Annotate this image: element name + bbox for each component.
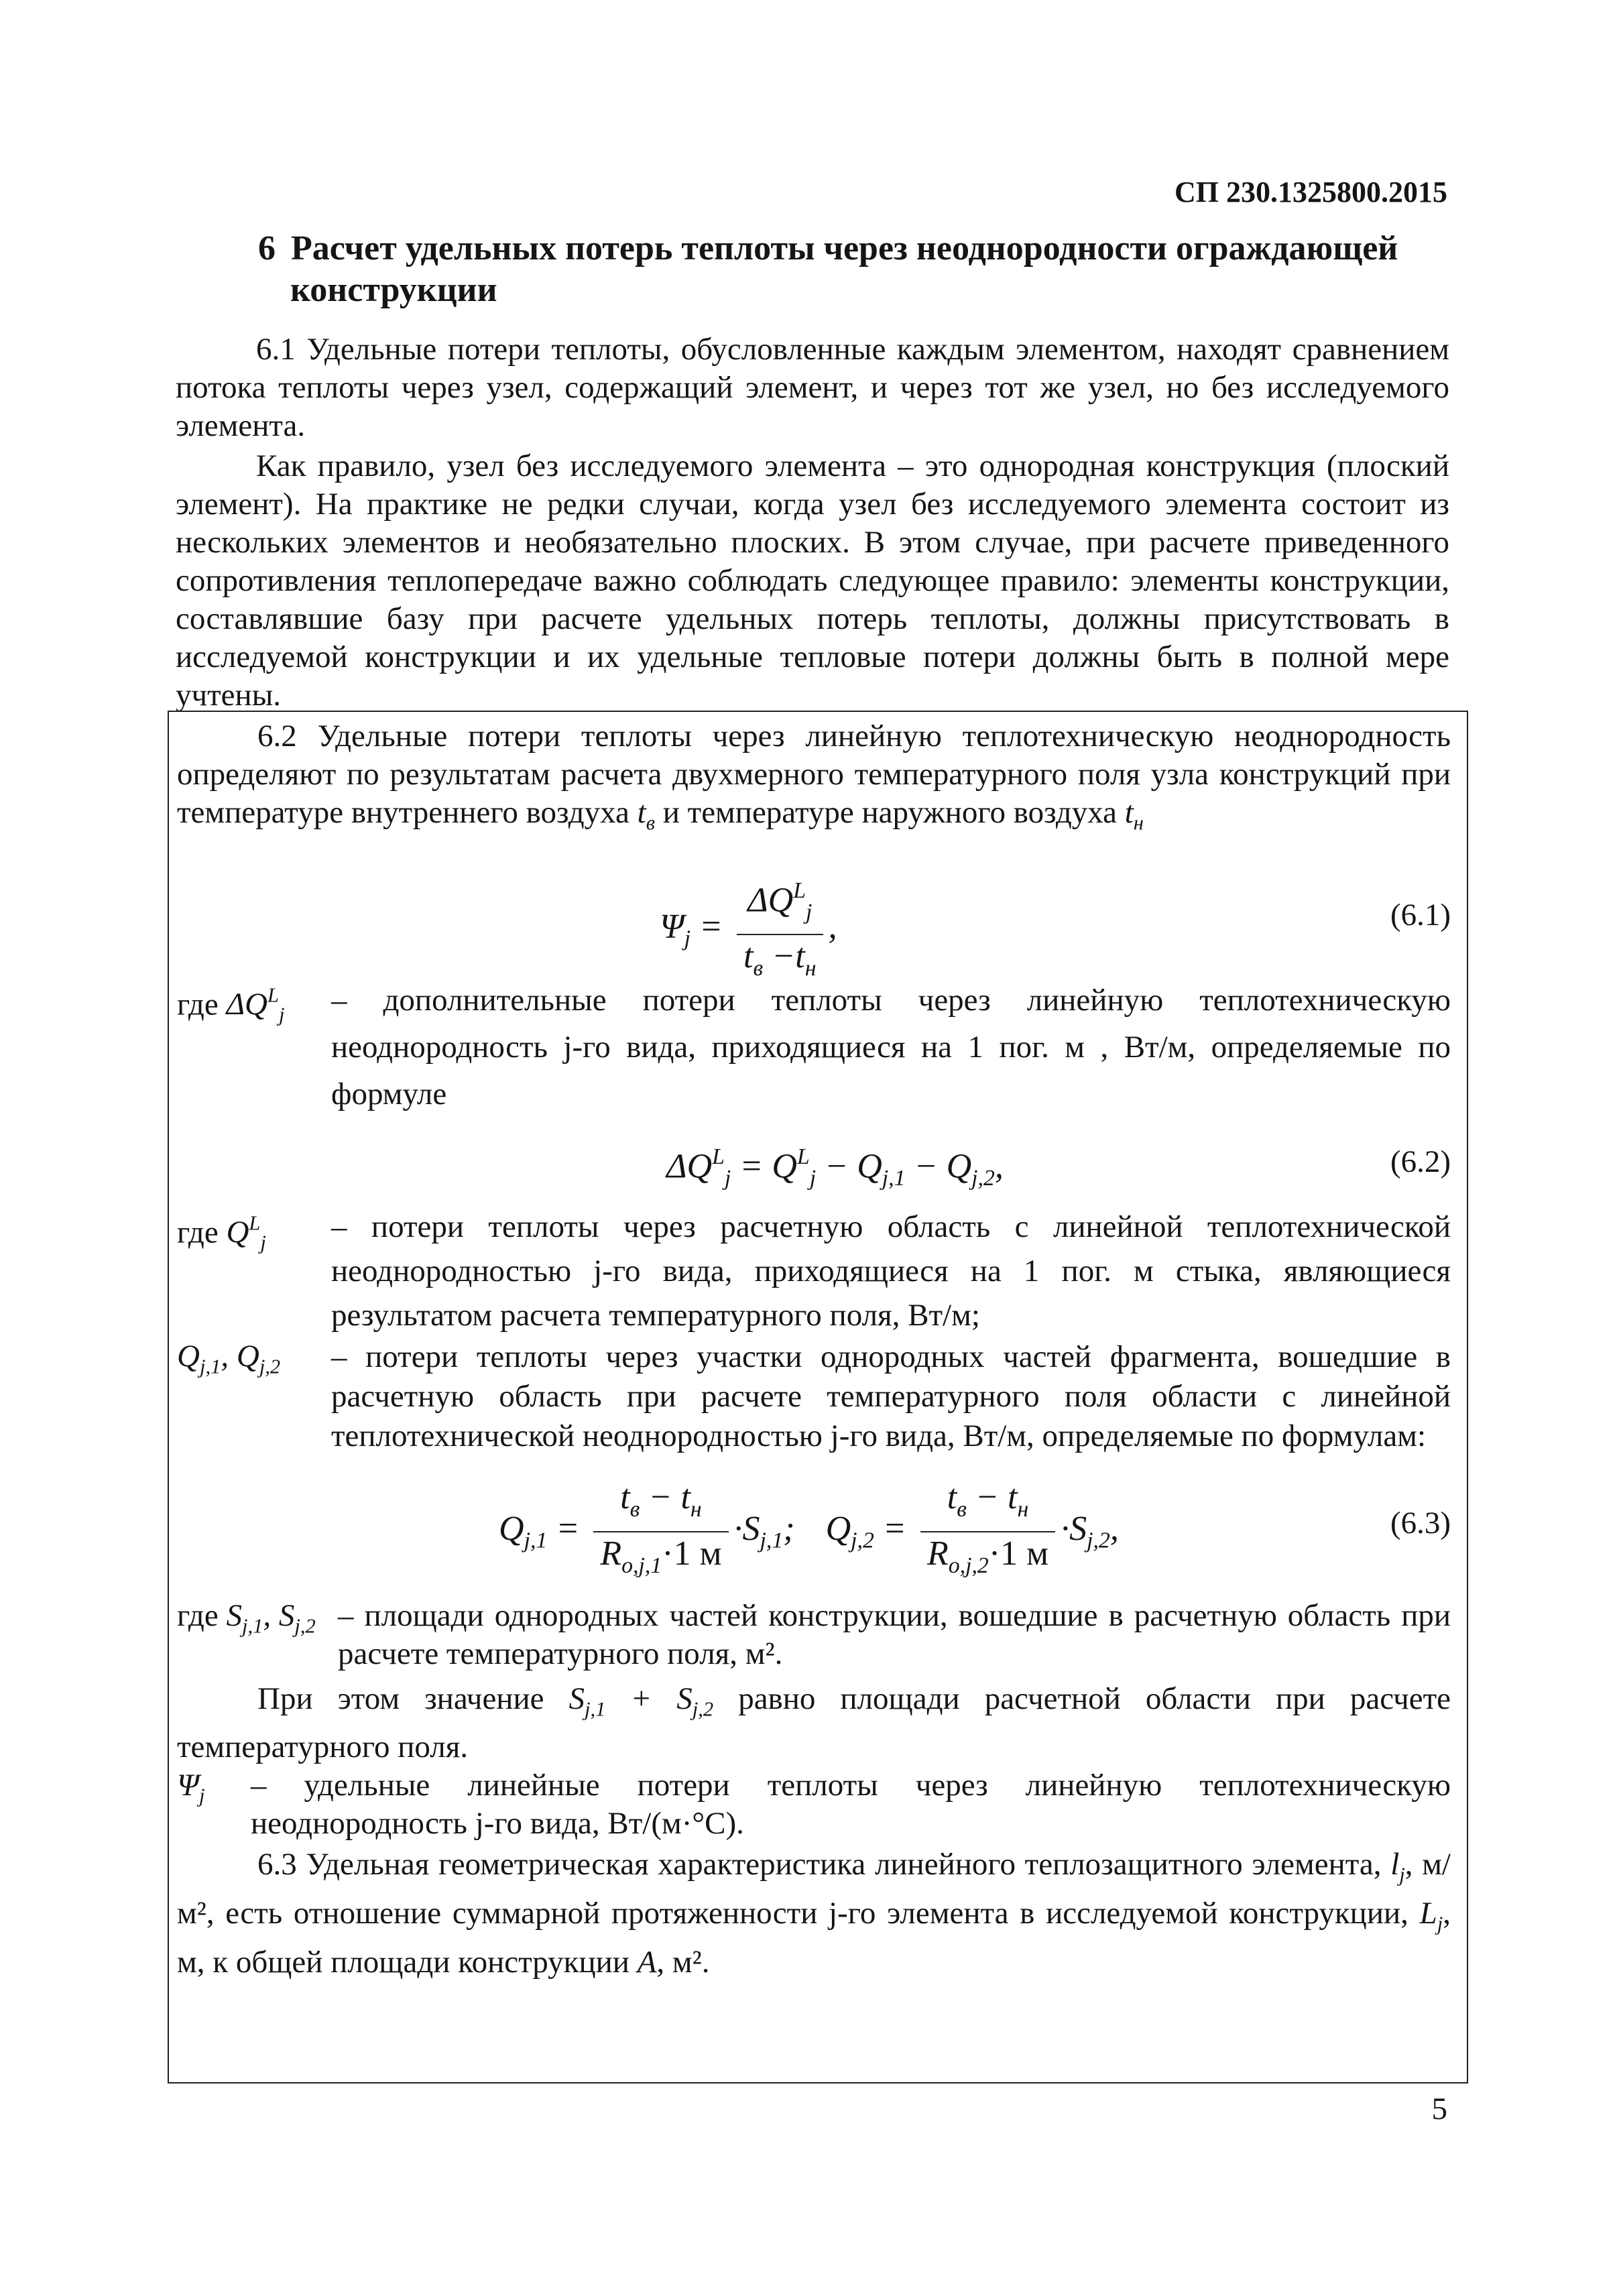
sub-v: в bbox=[753, 955, 764, 981]
sup-l: L bbox=[796, 1144, 810, 1169]
sub-j2: j,2 bbox=[851, 1528, 874, 1553]
formula-6-2-number: (6.2) bbox=[1390, 1144, 1451, 1179]
one-meter: ·1 м bbox=[988, 1534, 1049, 1573]
p63-text-b: , м/м², есть отношение суммарной протяженности j-го элемента в исследуемой конструкции, bbox=[177, 1847, 1451, 1931]
delta-q: ΔQ bbox=[226, 987, 267, 1022]
sub-j1: j,1 bbox=[241, 1614, 263, 1638]
definition-s-parts-text: – площади однородных частей конструкции, вошедшие в расчетную область при расчете температурного поля, м². bbox=[338, 1597, 1451, 1671]
sub-oj1: o,j,1 bbox=[621, 1553, 662, 1578]
minus-sign: − bbox=[975, 1477, 1000, 1516]
fraction bbox=[737, 869, 823, 990]
q-letter: Q bbox=[226, 1215, 249, 1250]
sup-l: L bbox=[793, 878, 806, 903]
numerator bbox=[920, 1476, 1055, 1532]
sub-j2: j,2 bbox=[294, 1614, 316, 1638]
q-letter: Q bbox=[499, 1509, 524, 1548]
minus-sign: − bbox=[914, 1146, 938, 1185]
q-letter: Q bbox=[177, 1338, 200, 1374]
highlighted-amendment-box bbox=[168, 711, 1468, 2083]
q-letter: Q bbox=[825, 1509, 851, 1548]
sub-j2: j,2 bbox=[971, 1165, 995, 1191]
page-number: 5 bbox=[1431, 2092, 1447, 2126]
t-letter: t bbox=[1124, 795, 1134, 830]
definition-s-parts bbox=[177, 1597, 1451, 1673]
paragraph-6-2-text-a: 6.2 Удельные потери теплоты через линейную теплотехническую неоднородность определяют по результатам расчета двухмерного температурного поля узла конструкций при температуре внутреннего воздуха bbox=[177, 719, 1451, 830]
minus-sign: − bbox=[825, 1146, 849, 1185]
fraction-1 bbox=[593, 1476, 728, 1587]
formula-6-1 bbox=[177, 843, 1451, 981]
section-number: 6 bbox=[258, 229, 276, 267]
formula-6-3 bbox=[177, 1456, 1451, 1597]
section-title-line1: Расчет удельных потерь теплоты через неоднородности ограждающей bbox=[291, 229, 1398, 267]
sub-j2: j,2 bbox=[692, 1697, 714, 1721]
symbol-t-outer bbox=[1124, 795, 1144, 835]
numerator bbox=[593, 1476, 728, 1532]
box-content bbox=[177, 717, 1451, 1982]
paragraph-6-3 bbox=[177, 1846, 1451, 1981]
delta-q: ΔQ bbox=[747, 880, 794, 919]
sub-j: j bbox=[260, 1231, 266, 1254]
q-letter: Q bbox=[236, 1338, 259, 1374]
definition-delta-q-text: – дополнительные потери теплоты через линейную теплотехническую неоднородность j-го вида, приходящиеся на 1 пог. м , Вт/м, определяемые по формуле bbox=[331, 982, 1451, 1111]
where-word: где bbox=[177, 1215, 219, 1250]
sub-j1: j,1 bbox=[199, 1355, 221, 1378]
where-label bbox=[177, 977, 285, 1034]
paragraph-6-2 bbox=[177, 717, 1451, 843]
sub-j1: j,1 bbox=[882, 1165, 906, 1191]
q-letter: Q bbox=[772, 1146, 797, 1185]
definition-delta-q bbox=[177, 977, 1451, 1117]
a-letter: A bbox=[637, 1944, 657, 1980]
psi-symbol: Ψ bbox=[177, 1768, 200, 1803]
numerator bbox=[737, 869, 823, 935]
s-letter: S bbox=[742, 1509, 760, 1548]
equals-sign: = bbox=[556, 1509, 580, 1548]
sub-j: j bbox=[724, 1165, 731, 1191]
one-meter: ·1 м bbox=[662, 1534, 722, 1573]
sup-l: L bbox=[249, 1211, 261, 1235]
sub-j: j bbox=[1399, 1864, 1405, 1887]
where-label: где $S_{j,1}$, $S_{j,2}$ bbox=[177, 1597, 316, 1638]
sub-oj2: o,j,2 bbox=[948, 1553, 989, 1578]
sub-j1: j,1 bbox=[585, 1697, 606, 1721]
t-letter: t bbox=[743, 936, 754, 975]
s-letter: S bbox=[676, 1681, 693, 1716]
sup-l: L bbox=[267, 983, 279, 1007]
sub-n: н bbox=[1017, 1496, 1029, 1522]
equals-sign: = bbox=[882, 1509, 906, 1548]
sub-j1: j,1 bbox=[760, 1528, 784, 1553]
s-letter: S bbox=[226, 1597, 242, 1633]
formula-6-2 bbox=[177, 1117, 1451, 1205]
denominator bbox=[593, 1532, 728, 1587]
sub-j2: j,2 bbox=[259, 1355, 281, 1378]
definition-q-parts bbox=[177, 1337, 1451, 1456]
sub-n: н bbox=[804, 955, 817, 981]
l-capital-letter: L bbox=[1419, 1896, 1437, 1931]
sub-j: j bbox=[199, 1785, 205, 1808]
minus-sign: − bbox=[772, 936, 796, 975]
formula-6-1-number: (6.1) bbox=[1390, 897, 1451, 932]
psi-label bbox=[177, 1766, 205, 1815]
l-letter: l bbox=[1390, 1847, 1400, 1882]
note-text-b: равно площади расчетной области при расчете температурного поля. bbox=[177, 1681, 1451, 1765]
t-letter: t bbox=[947, 1477, 957, 1516]
paragraph-6-2-text-b: и температуре наружного воздуха bbox=[662, 795, 1117, 830]
p63-text-d: , м². bbox=[656, 1944, 710, 1980]
equals-sign: = bbox=[739, 1146, 764, 1185]
t-letter: t bbox=[795, 936, 805, 975]
formula-6-3-expression: $Q_{j,1}$ = $\frac{t_в - t_н}{R_{o,j,1}\cdot 1 м}$ $\cdot S_{j,1}$; $Q_{j,2}$ = $\frac{t_в - t_н}{R_{o,j,2}\cdot 1 м}$ $\cdot S_{j,2}$, bbox=[499, 1476, 1119, 1587]
section-heading bbox=[258, 228, 1458, 311]
formula-6-2-expression: $\Delta Q^L_j = Q^L_j - Q_{j,1} - Q_{j,2}$, bbox=[666, 1144, 1004, 1191]
sub-j2: j,2 bbox=[1087, 1528, 1110, 1553]
sub-n: н bbox=[690, 1496, 702, 1522]
r-letter: R bbox=[600, 1534, 622, 1573]
psi-symbol: Ψ bbox=[660, 907, 684, 946]
t-letter: t bbox=[620, 1477, 630, 1516]
definition-q-parts-text: – потери теплоты через участки однородных частей фрагмента, вошедшие в расчетную область при расчете температурного поля области с линейной теплотехнической неоднородностью j-го вида, Вт/м, определяемые по формулам: bbox=[331, 1339, 1451, 1453]
sub-v: в bbox=[957, 1496, 967, 1522]
denominator bbox=[920, 1532, 1055, 1587]
section-title-line2: конструкции bbox=[290, 271, 497, 309]
t-sub-inner: в bbox=[646, 811, 655, 835]
sub-j: j bbox=[1437, 1912, 1443, 1935]
where-label bbox=[177, 1205, 266, 1262]
s-letter: S bbox=[278, 1597, 295, 1633]
where-word: где bbox=[177, 1597, 219, 1633]
s-letter: S bbox=[568, 1681, 585, 1716]
definition-q-l-text: – потери теплоты через расчетную область с линейной теплотехнической неоднородностью j-го вида, приходящиеся на 1 пог. м стыка, являющиеся результатом расчета температурного поля, Вт/м; bbox=[331, 1209, 1451, 1333]
t-letter: t bbox=[1008, 1477, 1018, 1516]
symbol-t-inner bbox=[637, 795, 655, 835]
dot: · bbox=[1061, 1509, 1070, 1548]
document-code: СП 230.1325800.2015 bbox=[1175, 176, 1447, 208]
sub-v: в bbox=[629, 1496, 640, 1522]
sub-j: j bbox=[809, 1165, 817, 1191]
dot: · bbox=[733, 1509, 743, 1548]
paragraph-6-1: 6.1 Удельные потери теплоты, обусловленные каждым элементом, находят сравнением потока теплоты через узел, содержащий элемент, и через тот же узел, но без исследуемого элемента. bbox=[176, 332, 1449, 443]
q-letter: Q bbox=[857, 1146, 882, 1185]
sup-l: L bbox=[712, 1144, 725, 1169]
formula-6-3-number: (6.3) bbox=[1390, 1505, 1451, 1540]
r-letter: R bbox=[926, 1534, 949, 1573]
t-sub-outer: н bbox=[1133, 811, 1144, 835]
minus-sign: − bbox=[648, 1477, 672, 1516]
p63-text-a: 6.3 Удельная геометрическая характеристика линейного теплозащитного элемента, bbox=[257, 1847, 1382, 1882]
paragraph-6-1-continued: Как правило, узел без исследуемого элемента – это однородная конструкция (плоский элемент). На практике не редки случаи, когда узел без исследуемого элемента состоит из нескольких элементов и необязательно плоских. В этом случае, при расчете приведенного сопротивления теплопередаче важно соблюдать следующее правило: элементы конструкции, составлявшие базу при расчете удельных потерь теплоты, должны присутствовать в исследуемой конструкции и их удельные тепловые потери должны быть в полной мере учтены. bbox=[176, 448, 1449, 713]
note-sum-area: При этом значение $S_{j,1} + S_{j,2}$ равно площади расчетной области при расчете температурного поля. bbox=[177, 1681, 1451, 1765]
t-letter: t bbox=[637, 795, 646, 830]
q-parts-label: $Q_{j,1}$, $Q_{j,2}$ bbox=[177, 1338, 281, 1378]
sub-j: j bbox=[806, 899, 813, 924]
equals-sign: = bbox=[699, 907, 723, 946]
sub-j: j bbox=[279, 1003, 285, 1026]
note-text-a: При этом значение bbox=[257, 1681, 544, 1716]
delta-q: ΔQ bbox=[666, 1146, 713, 1185]
fraction-2 bbox=[920, 1476, 1055, 1587]
definition-psi bbox=[177, 1766, 1451, 1843]
definition-q-l bbox=[177, 1205, 1451, 1337]
where-word: где bbox=[177, 987, 219, 1022]
sub-j1: j,1 bbox=[524, 1528, 548, 1553]
sub-j: j bbox=[684, 926, 690, 951]
formula-6-1-expression: $\Psi_j$ = $\frac{\Delta Q^L_j}{t_в -t_н}$ , bbox=[660, 869, 837, 990]
t-letter: t bbox=[680, 1477, 690, 1516]
p63-text-c: , м, к общей площади конструкции bbox=[177, 1896, 1451, 1980]
definition-psi-text: – удельные линейные потери теплоты через линейную теплотехническую неоднородность j-го вида, Вт/(м·°С). bbox=[251, 1768, 1451, 1841]
intro-text bbox=[176, 330, 1449, 715]
q-letter: Q bbox=[946, 1146, 972, 1185]
s-letter: S bbox=[1069, 1509, 1087, 1548]
